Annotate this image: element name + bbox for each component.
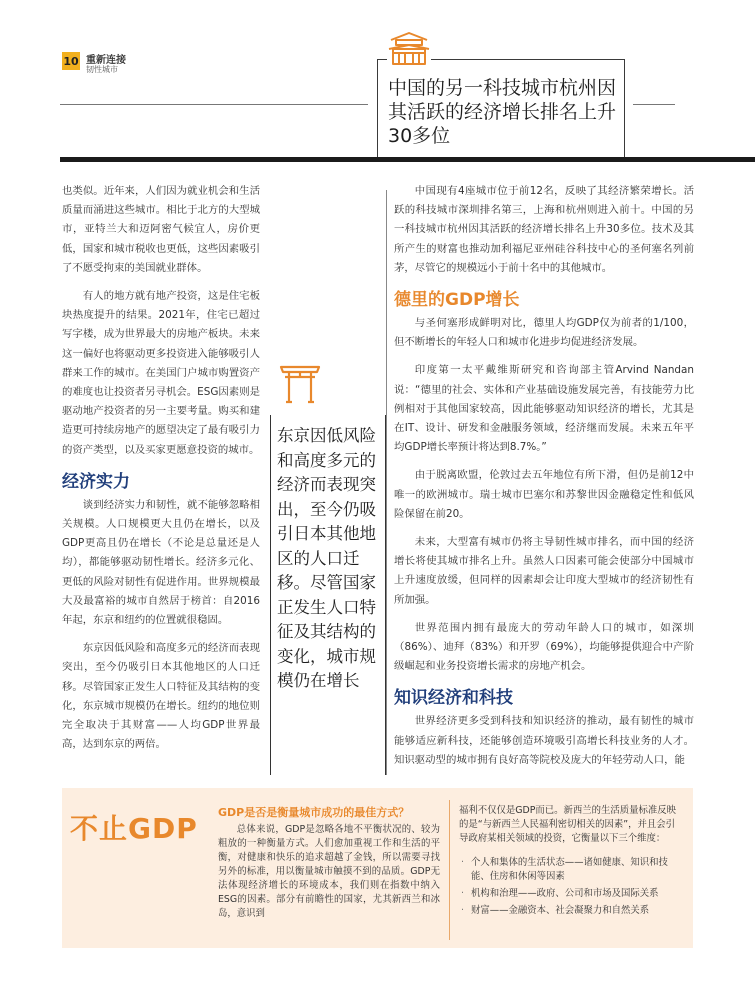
left-paragraph-4: 东京因低风险和高度多元的经济而表现突出，至今仍吸引日本其他地区的人口迁移。尽管国家正发生人口特征及其结构的变化，东京城市规模仍在增长。纽约的地位则完全取决于其财富——人均GDP世界最高，达到东京的两倍。 [62,642,260,751]
section-subtitle: 韧性城市 [86,65,118,74]
left-paragraph-1: 也类似。近年来，人们因为就业机会和生活质量而涌进这些城市。相比于北方的大型城市，亚特兰大和迈阿密气候宜人，房价更低，国家和城市税收也更低，这些因素吸引了不愿受拘束的美国就业群体。 [62,185,260,274]
beyond-gdp-right [459,804,684,921]
wellbeing-dimensions-list [459,856,684,918]
right-paragraph-3: 印度第一太平戴维斯研究和咨询部主管Arvind Nandan说：“德里的社会、实体和产业基础设施发展完善，有技能劳力比例相对于其他国家较高，因此能够驱动知识经济的增长，尤其是在IT、设计、研发和金融服务领域，经济继而发展。未来五年平均GDP增长率预计将达到8.7%。” [394,364,694,454]
beyond-gdp-body-text: 总体来说，GDP是忽略各地不平衡状况的、较为粗放的一种衡量方式。人们愈加重视工作和生活的平衡，对健康和快乐的追求超越了金钱，所以需要寻找另外的标准，用以衡量城市触摸不到的品质。GDP无法体现经济增长的环境成本，我们则在指数中纳入ESG的因素。部分有前瞻性的国家，尤其新西兰和冰岛，意识到 [218,824,440,919]
column-divider [386,190,387,775]
right-column [394,182,694,779]
list-item: · 个人和集体的生活状态——诸如健康、知识和技能、住房和休闲等因素 [459,856,684,884]
heading-knowledge-economy: 知识经济和科技 [394,688,513,709]
right-paragraph-2: 与圣何塞形成鲜明对比，德里人均GDP仅为前者的1/100，但不断增长的年轻人口和城市化进步均促进经济发展。 [394,317,694,349]
header-rule-left [60,104,368,105]
title-bar [60,157,755,162]
right-paragraph-4: 由于脱离欧盟，伦敦过去五年地位有所下滑，但仍是前12中唯一的欧洲城市。瑞士城市巴塞尔和苏黎世因金融稳定性和低风险保留在前20。 [394,469,694,520]
article-title: 中国的另一科技城市杭州因其活跃的经济增长排名上升30多位 [388,77,617,147]
right-paragraph-1: 中国现有4座城市位于前12名，反映了其经济繁荣增长。活跃的科技城市深圳排名第三，上海和杭州则进入前十。中国的另一科技城市杭州因其活跃的经济增长排名上升30多位。技术及其所产生的财富也推动加利福尼亚州硅谷科技中心的圣何塞名列前茅，尽管它的规模远小于前十名中的其他城市。 [394,185,694,274]
pagoda-icon [387,30,431,66]
beyond-gdp-heading: 不止GDP [70,812,198,845]
list-item: · 机构和治理——政府、公司和市场及国际关系 [459,887,684,901]
torii-gate-icon [278,360,322,404]
left-paragraph-2: 有人的地方就有地产投资，这是住宅板块热度提升的结果。2021年，住宅已超过写字楼，成为世界最大的房地产板块。未来这一偏好也将驱动更多投资进入能够吸引人群来工作的城市。在美国门户城市购置资产的难度也让投资者另寻机会。ESG因素则是驱动地产投资者的另一主要考量。购买和建造更可持续房地产的愿望决定了最有吸引力的资产类型，以及买家更愿意投资的城市。 [62,290,260,456]
right-paragraph-6: 世界范围内拥有最庞大的劳动年龄人口的城市，如深圳（86%）、迪拜（83%）和开罗（69%），均能够提供迎合中产阶级崛起和业务投资增长需求的房地产机会。 [394,621,694,673]
header-rule-right [633,104,675,105]
heading-delhi-gdp: 德里的GDP增长 [394,290,520,311]
section-title: 重新连接 [86,55,126,66]
right-paragraph-5: 未来，大型富有城市仍将主导韧性城市排名，而中国的经济增长将使其城市排名上升。虽然人口因素可能会使部分中国城市上升速度放缓，但同样的因素却会让印度大型城市的经济韧性有所加强。 [394,536,694,606]
page-number-badge: 10 [62,52,80,70]
right-paragraph-7: 世界经济更多受到科技和知识经济的推动，最有韧性的城市能够适应新科技，还能够创造环境吸引高增长科技业务的人才。知识驱动型的城市拥有良好高等院校及庞大的年轻劳动人口，能 [394,715,694,766]
list-item: · 财富——金融资本、社会凝聚力和自然关系 [459,904,684,918]
beyond-gdp-intro: 福利不仅仅是GDP而已。新西兰的生活质量标准反映的是“与新西兰人民福利密切相关的因素”，并且会引导政府某相关领域的投资，它衡量以下三个维度： [459,805,677,844]
left-column [62,182,260,763]
beyond-gdp-divider [449,800,450,940]
left-paragraph-3: 谈到经济实力和韧性，就不能够忽略相关规模。人口规模更大且仍在增长，以及GDP更高且仍在增长（不论是总量还是人均），都能够驱动韧性增长。经济多元化、更低的风险对韧性有促进作用。世界规模最大及最富裕的城市自然居于榜首：自2016年起，东京和纽约的位置就很稳固。 [62,498,260,627]
heading-economy: 经济实力 [62,471,130,492]
pull-quote: 东京因低风险和高度多元的经济而表现突出，至今仍吸引日本其他地区的人口迁移。尽管国家正发生人口特征及其结构的变化，城市规模仍在增长 [277,426,376,690]
beyond-gdp-body [218,823,440,921]
beyond-gdp-question: GDP是否是衡量城市成功的最佳方式？ [218,806,410,819]
